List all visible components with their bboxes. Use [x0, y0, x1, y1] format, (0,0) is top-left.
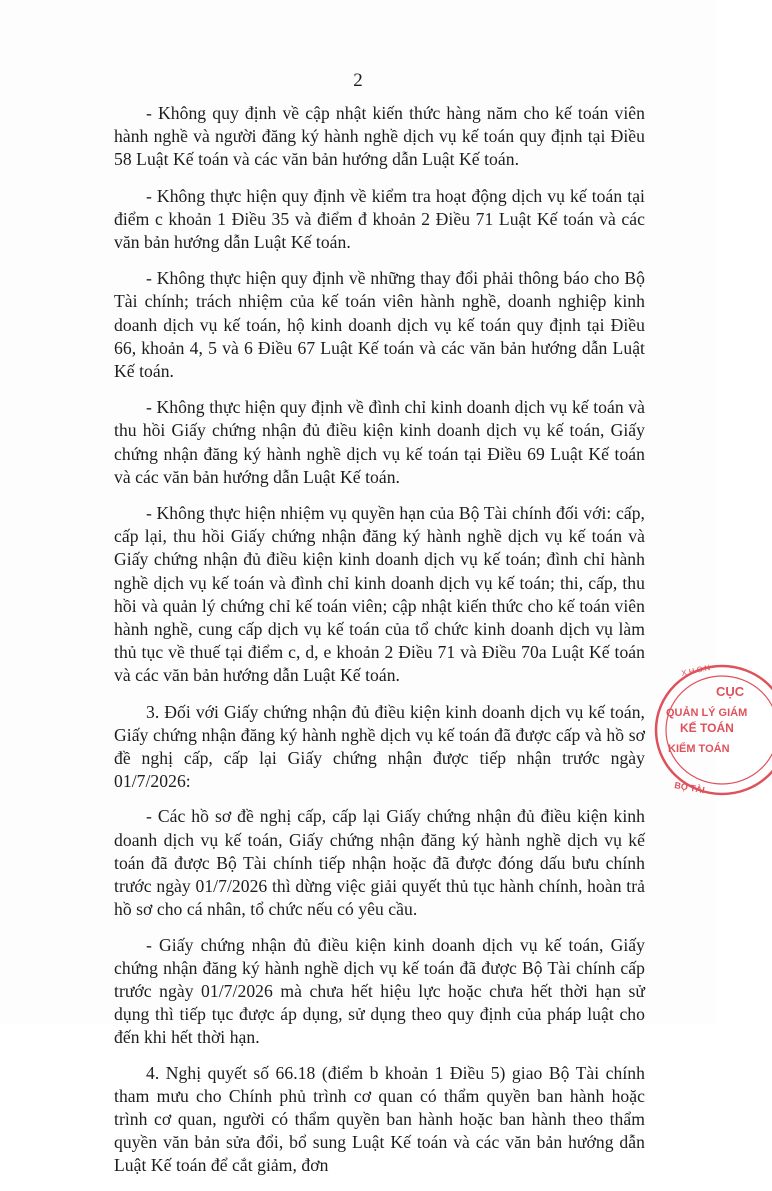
svg-text:CỤC: CỤC [716, 684, 745, 699]
paragraph-section-3-bullet-2: - Giấy chứng nhận đủ điều kiện kinh doanh dịch vụ kế toán, Giấy chứng nhận đăng ký hành nghề dịch vụ kế toán đã được Bộ Tài chính cấp trước ngày 01/7/2026 mà chưa hết hiệu lực hoặc chưa hết thời hạn sử dụng thì tiếp tục được áp dụng, sử dụng theo quy định của pháp luật cho đến khi hết thời hạn. [114, 934, 645, 1048]
svg-text:KIỂM TOÁN: KIỂM TOÁN [668, 743, 730, 755]
paragraph-section-3: 3. Đối với Giấy chứng nhận đủ điều kiện kinh doanh dịch vụ kế toán, Giấy chứng nhận đăng ký hành nghề dịch vụ kế toán đã được cấp và hồ sơ đề nghị cấp, cấp lại Giấy chứng nhận được tiếp nhận trước ngày 01/7/2026: [114, 701, 645, 792]
paragraph-bullet-2: - Không thực hiện quy định về kiểm tra hoạt động dịch vụ kế toán tại điểm c khoản 1 Điều 35 và điểm đ khoản 2 Điều 71 Luật Kế toán và các văn bản hướng dẫn Luật Kế toán. [114, 185, 645, 253]
paragraph-section-3-bullet-1: - Các hồ sơ đề nghị cấp, cấp lại Giấy chứng nhận đủ điều kiện kinh doanh dịch vụ kế toán, Giấy chứng nhận đăng ký hành nghề dịch vụ kế toán đã được Bộ Tài chính tiếp nhận hoặc đã được đóng dấu bưu chính trước ngày 01/7/2026 thì dừng việc giải quyết thủ tục hành chính, hoàn trả hồ sơ cho cá nhân, tổ chức nếu có yêu cầu. [114, 806, 645, 920]
paragraph-bullet-5: - Không thực hiện nhiệm vụ quyền hạn của Bộ Tài chính đối với: cấp, cấp lại, thu hồi Giấy chứng nhận đăng ký hành nghề dịch vụ kế toán và Giấy chứng nhận đủ điều kiện kinh doanh dịch vụ kế toán; đình chỉ hành nghề dịch vụ kế toán và đình chỉ kinh doanh dịch vụ kế toán; thi, cấp, thu hồi và quản lý chứng chỉ kế toán viên; cập nhật kiến thức cho kế toán viên hành nghề, cung cấp dịch vụ kế toán của tổ chức kinh doanh dịch vụ làm thủ tục về thuế tại điểm c, d, e khoản 2 Điều 71 và Điều 70a Luật Kế toán và các văn bản hướng dẫn Luật Kế toán. [114, 503, 645, 686]
paragraph-bullet-1: - Không quy định về cập nhật kiến thức hàng năm cho kế toán viên hành nghề và người đăng ký hành nghề dịch vụ kế toán quy định tại Điều 58 Luật Kế toán và các văn bản hướng dẫn Luật Kế toán. [114, 103, 645, 170]
svg-text:BỘ TÀI: BỘ TÀI [673, 780, 706, 796]
svg-text:X.H.C.N: X.H.C.N [680, 663, 712, 678]
svg-text:KẾ TOÁN: KẾ TOÁN [680, 721, 734, 735]
paragraph-section-4: 4. Nghị quyết số 66.18 (điểm b khoản 1 Điều 5) giao Bộ Tài chính tham mưu cho Chính phủ trình cơ quan có thẩm quyền ban hành hoặc trình cơ quan, người có thẩm quyền ban hành hoặc ban hành theo thẩm quyền văn bản sửa đổi, bổ sung Luật Kế toán và các văn bản hướng dẫn Luật Kế toán để cắt giảm, đơn [114, 1062, 645, 1176]
page-number: 2 [353, 70, 363, 91]
official-seal-stamp [652, 660, 772, 800]
paragraph-bullet-4: - Không thực hiện quy định về đình chỉ kinh doanh dịch vụ kế toán và thu hồi Giấy chứng nhận đủ điều kiện kinh doanh dịch vụ kế toán, Giấy chứng nhận đăng ký hành nghề dịch vụ kế toán tại Điều 69 Luật Kế toán và các văn bản hướng dẫn Luật Kế toán. [114, 397, 645, 487]
document-body [114, 102, 645, 1191]
svg-text:QUẢN LÝ GIÁM: QUẢN LÝ GIÁM [666, 707, 748, 719]
paragraph-bullet-3: - Không thực hiện quy định về những thay đổi phải thông báo cho Bộ Tài chính; trách nhiệm của kế toán viên hành nghề, doanh nghiệp kinh doanh dịch vụ kế toán, hộ kinh doanh dịch vụ kế toán quy định tại Điều 66, khoản 4, 5 và 6 Điều 67 Luật Kế toán và các văn bản hướng dẫn Luật Kế toán. [114, 268, 645, 382]
